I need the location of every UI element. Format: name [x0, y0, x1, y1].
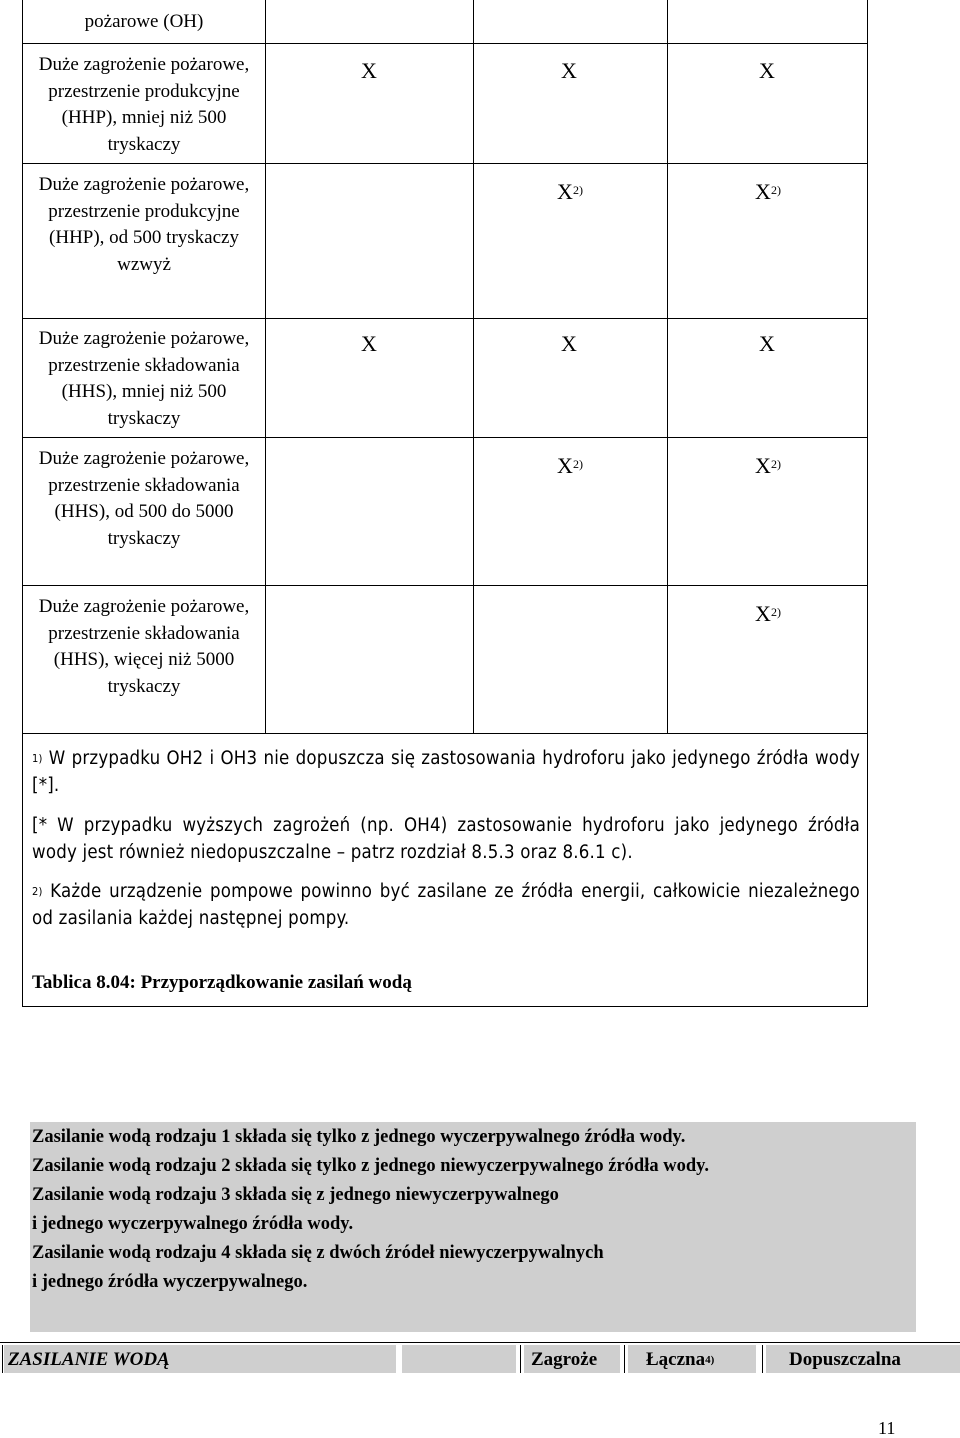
header-bar-divider — [2, 1345, 3, 1373]
footnote-1-extra: [* W przypadku wyższych zagrożeń (np. OH4) zastosowanie hydroforu jako jedynego źródła wody jest również niedopuszczalne – patrz rozdział 8.5.3 oraz 8.6.1 c). — [32, 815, 860, 863]
definition-line: Zasilanie wodą rodzaju 1 składa się tylko z jednego wyczerpywalnego źródła wody. — [32, 1127, 686, 1147]
header-bar-top-border — [0, 1342, 960, 1343]
table-mark: $X^{2)}$ — [557, 179, 583, 204]
table-mark: X — [361, 331, 377, 356]
row-label-oh: pożarowe (OH) — [84, 11, 204, 32]
table-mark: X — [561, 331, 577, 356]
header-col-dopuszczalna: Dopuszczalna — [789, 1349, 901, 1370]
row-divider — [22, 437, 868, 438]
definition-line: i jednego wyczerpywalnego źródła wody. — [32, 1214, 354, 1234]
header-bar-cell — [402, 1345, 516, 1373]
col-divider-3 — [667, 0, 668, 734]
col-divider-2 — [473, 0, 474, 734]
table-mark: $X^{2)}$ — [755, 453, 781, 478]
row-label-hhp-lt500: Duże zagrożenie pożarowe, przestrzenie produkcyjne (HHP), mniej niż 500 tryskaczy — [38, 54, 250, 155]
row-divider — [22, 43, 868, 44]
definition-line: Zasilanie wodą rodzaju 2 składa się tylko z jednego niewyczerpywalnego źródła wody. — [32, 1156, 709, 1176]
header-col-zasilanie: ZASILANIE WODĄ — [8, 1349, 170, 1370]
header-col-zagrozenie: Zagroże — [531, 1349, 598, 1370]
row-label-hhs-lt500: Duże zagrożenie pożarowe, przestrzenie składowania (HHS), mniej niż 500 tryskaczy — [38, 328, 250, 429]
table-mark: X — [561, 58, 577, 83]
footnote-1-text: W przypadku OH2 i OH3 nie dopuszcza się zastosowania hydroforu jako jedynego źródła wody [*]. — [32, 748, 860, 796]
table-border-bottom — [22, 1006, 868, 1007]
row-label-hhs-gt5000: Duże zagrożenie pożarowe, przestrzenie składowania (HHS), więcej niż 5000 tryskaczy — [38, 596, 250, 697]
row-label-hhp-ge500: Duże zagrożenie pożarowe, przestrzenie produkcyjne (HHP), od 500 tryskaczy wzwyż — [38, 174, 250, 275]
footnote-2-text: Każde urządzenie pompowe powinno być zasilane ze źródła energii, całkowicie niezależnego od zasilania każdej następnej pompy. — [32, 881, 860, 929]
table-mark: X — [759, 58, 775, 83]
col-divider-1 — [265, 0, 266, 734]
table-mark: $X^{2)}$ — [755, 179, 781, 204]
row-divider — [22, 733, 868, 734]
header-col-laczna: Łączna$^{4)}$ — [646, 1349, 715, 1370]
table-mark: X — [361, 58, 377, 83]
definition-line: i jednego źródła wyczerpywalnego. — [32, 1272, 308, 1292]
definition-line: Zasilanie wodą rodzaju 4 składa się z dwóch źródeł niewyczerpywalnych — [32, 1243, 604, 1263]
row-divider — [22, 163, 868, 164]
table-mark: X — [759, 331, 775, 356]
footnote-1 — [32, 745, 860, 799]
page-number: 11 — [878, 1418, 896, 1438]
header-bar-divider — [624, 1345, 625, 1373]
footnote-1-marker: 1) — [32, 752, 43, 765]
table-mark: $X^{2)}$ — [755, 601, 781, 626]
footnote-2-marker: 2) — [32, 885, 43, 898]
row-divider — [22, 318, 868, 319]
row-divider — [22, 585, 868, 586]
header-bar-divider — [762, 1345, 763, 1373]
row-label-hhs-500-5000: Duże zagrożenie pożarowe, przestrzenie składowania (HHS), od 500 do 5000 tryskaczy — [38, 448, 250, 549]
table-caption: Tablica 8.04: Przyporządkowanie zasilań wodą — [32, 972, 412, 993]
definition-line: Zasilanie wodą rodzaju 3 składa się z jednego niewyczerpywalnego — [32, 1185, 559, 1205]
table-border-left — [22, 0, 23, 1007]
table-mark: $X^{2)}$ — [557, 453, 583, 478]
footnote-2 — [32, 878, 860, 932]
header-bar-divider — [520, 1345, 521, 1373]
table-border-right — [867, 0, 868, 1007]
